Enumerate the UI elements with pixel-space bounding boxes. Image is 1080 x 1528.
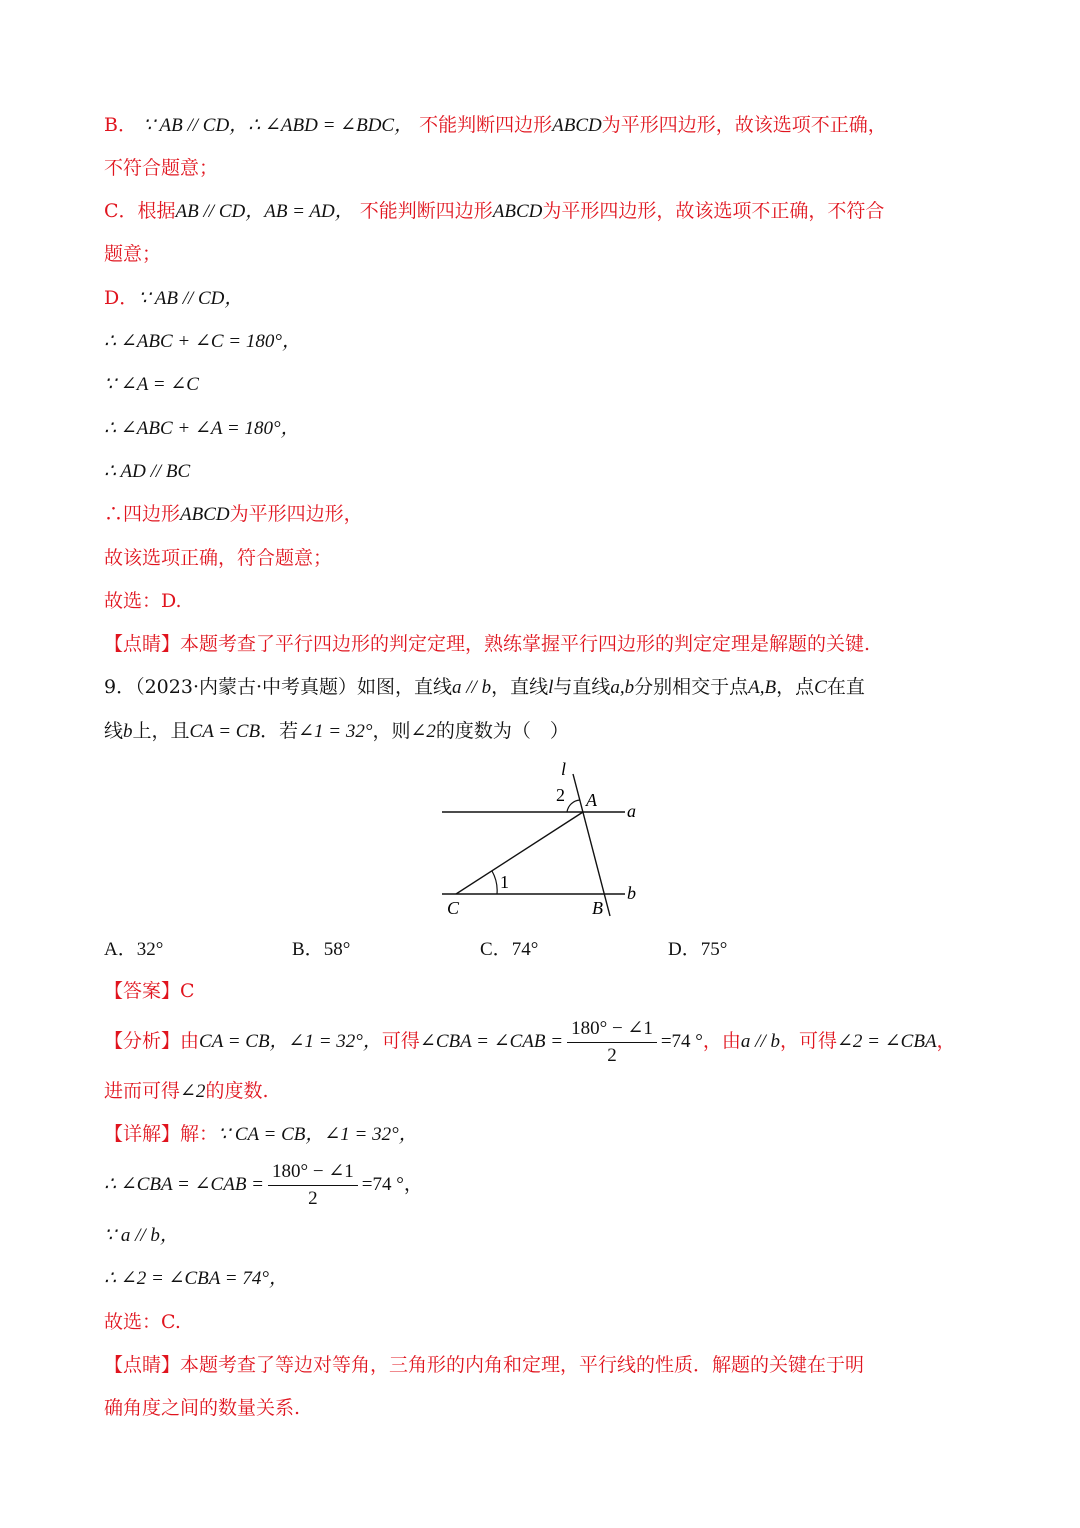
analysis-fraction: $\frac{180^\circ - \angle 1}{2}$ (567, 1016, 657, 1069)
detail-line-3: ∵ a // b， (104, 1225, 179, 1246)
option-c: C．74° (480, 939, 539, 960)
label-A: A (586, 790, 597, 810)
option-d-line-3: ∵ ∠A = ∠C (104, 374, 199, 395)
option-d-line-6: ∴四边形ABCD为平形四边形， (104, 503, 363, 525)
detail-line-1: 【详解】解：∵ CA = CB，∠1 = 32°， (104, 1123, 418, 1145)
option-d-line-7: 故该选项正确，符合题意； (104, 547, 333, 569)
segment-ca (456, 812, 583, 894)
option-c-line-1: C．根据AB // CD，AB = AD， 不能判断四边形ABCD为平形四边形，故该选项不正确，不符合 (104, 200, 885, 222)
detail-line-2: ∴ ∠CBA = ∠CAB = $\frac{180^\circ - \angle 1}{2}$ =74 °， (104, 1157, 984, 1212)
option-d-line-4: ∴ ∠ABC + ∠A = 180°， (104, 418, 300, 439)
comment-line-2a: 【点睛】本题考查了等边对等角，三角形的内角和定理，平行线的性质．解题的关键在于明 (104, 1354, 865, 1376)
question-line-1: 9．（2023·内蒙古·中考真题）如图，直线a // b，直线l与直线a,b分别相交于点A,B，点C在直 (104, 676, 865, 698)
option-d-line-5: ∴ AD // BC (104, 461, 191, 482)
detail-line-4: ∴ ∠2 = ∠CBA = 74°， (104, 1268, 288, 1289)
angle-1-arc (492, 871, 497, 894)
geometry-figure (430, 756, 650, 922)
label-l: l (561, 759, 567, 779)
detail-line-5: 故选：C. (104, 1311, 181, 1333)
option-d-line-2: ∴ ∠ABC + ∠C = 180°， (104, 331, 301, 352)
label-B: B (592, 898, 603, 918)
option-d: D．75° (668, 939, 728, 960)
comment-line-2b: 确角度之间的数量关系. (104, 1397, 301, 1419)
option-b-line-2: 不符合题意； (104, 157, 219, 179)
label-2: 2 (556, 785, 565, 805)
angle-2-arc (567, 800, 580, 812)
question-line-2: 线b上，且CA = CB．若∠1 = 32°，则∠2的度数为（ ） (104, 720, 569, 742)
option-d-line-1: D．∵ AB // CD， (104, 287, 244, 309)
answer-options (104, 934, 984, 962)
comment-line: 【点睛】本题考查了平行四边形的判定定理，熟练掌握平行四边形的判定定理是解题的关键. (104, 633, 871, 655)
analysis-line-1: 【分析】由CA = CB，∠1 = 32°，可得∠CBA = ∠CAB = $\frac{180^\circ - \angle 1}{2}$ =74 °，由a // b，可得∠2 = ∠CBA， (104, 1014, 984, 1069)
option-c-line-2: 题意； (104, 243, 162, 265)
option-a: A．32° (104, 939, 164, 960)
option-d-line-8: 故选：D. (104, 590, 182, 612)
answer-line: 【答案】C (104, 980, 195, 1002)
option-b: B．58° (292, 939, 351, 960)
label-1: 1 (500, 872, 509, 892)
analysis-line-2: 进而可得∠2的度数. (104, 1080, 269, 1102)
label-C: C (447, 898, 460, 918)
label-a: a (627, 801, 636, 821)
option-b-line-1: B． ∵ AB // CD，∴ ∠ABD = ∠BDC， 不能判断四边形ABCD为平形四边形，故该选项不正确， (104, 114, 887, 136)
label-b: b (627, 883, 636, 903)
detail-fraction: $\frac{180^\circ - \angle 1}{2}$ (268, 1159, 358, 1212)
